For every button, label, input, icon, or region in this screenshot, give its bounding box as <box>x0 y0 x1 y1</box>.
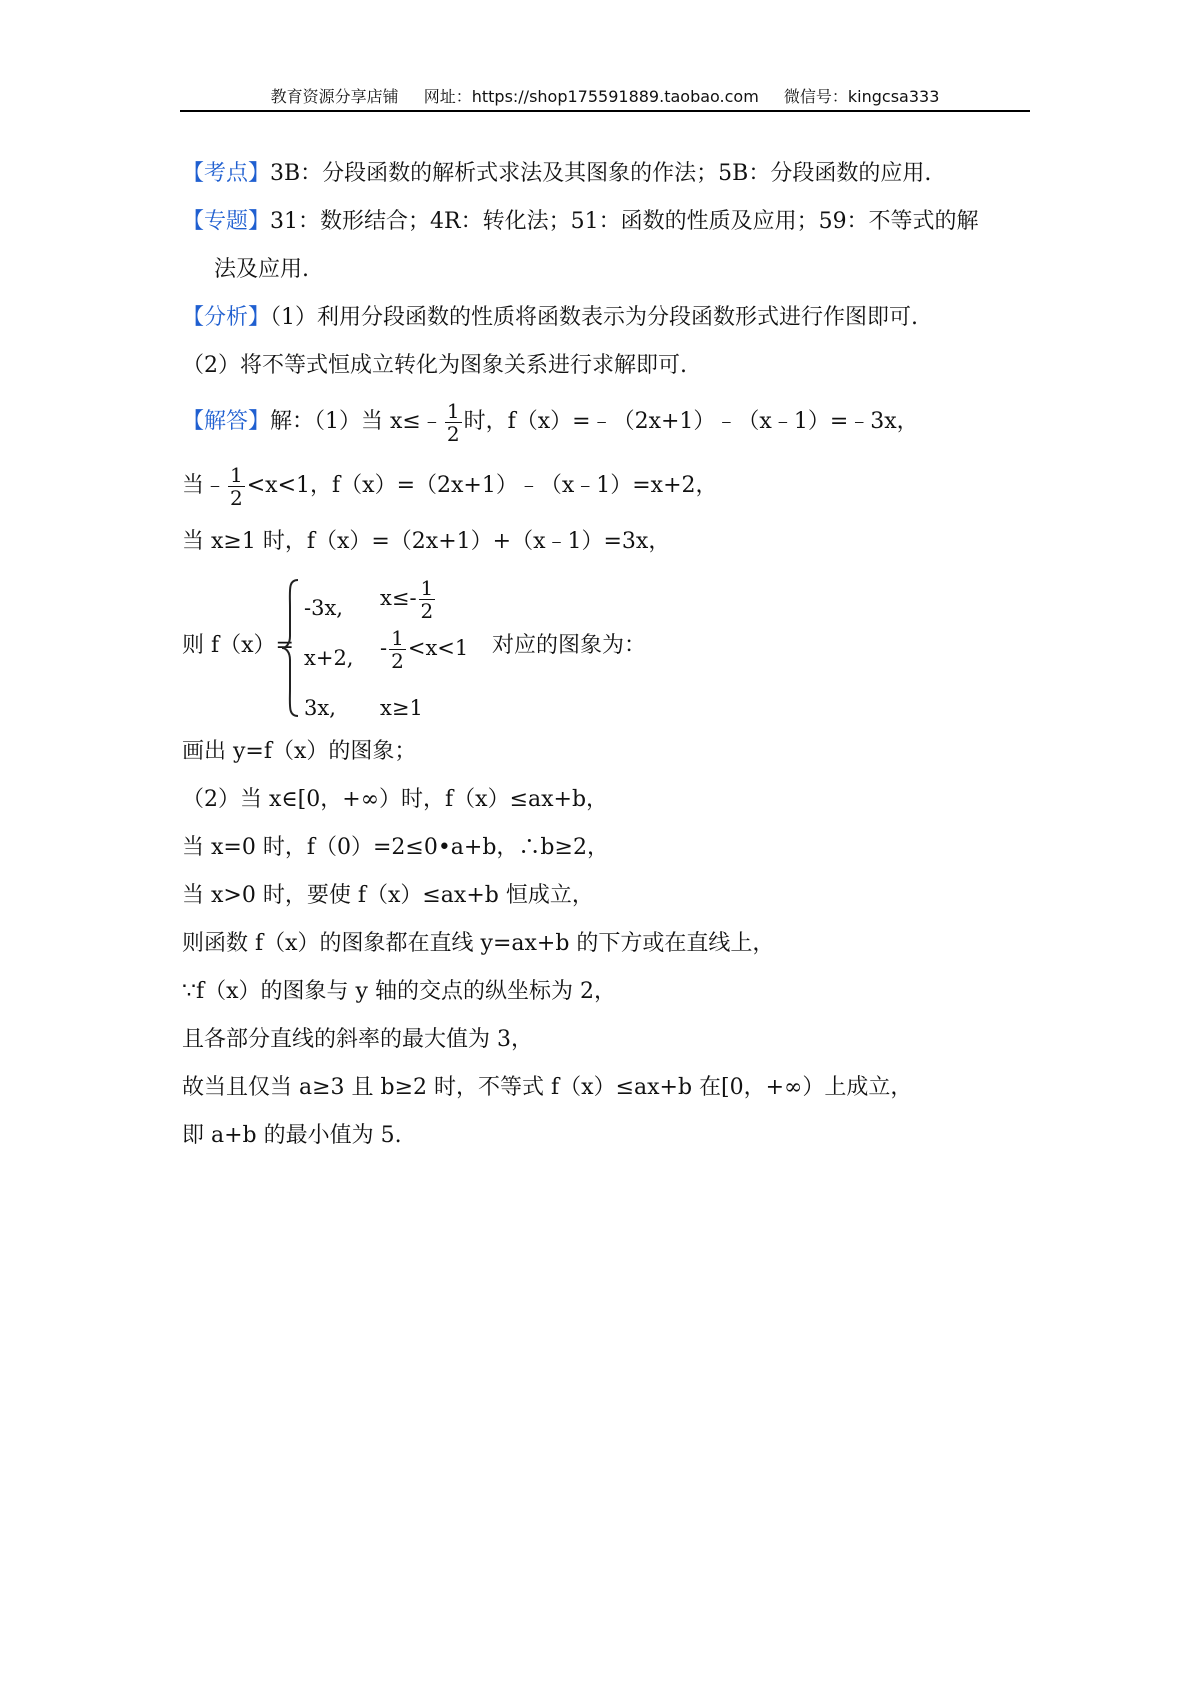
header-rule <box>180 110 1030 112</box>
kaodian-text: 3B：分段函数的解析式求法及其图象的作法；5B：分段函数的应用. <box>270 161 932 186</box>
zhuanti-text-2: 法及应用. <box>214 257 309 282</box>
kaodian-line <box>182 150 1032 198</box>
jieda-text-b: 时，f（x）=﹣（2x+1）﹣（x﹣1）=﹣3x， <box>463 409 919 434</box>
iff-line: 故当且仅当 a≥3 且 b≥2 时，不等式 f（x）≤ax+b 在[0，+∞）上成立， <box>182 1075 913 1100</box>
piecewise-prefix: 则 f（x）= <box>182 633 294 658</box>
fenxi-line <box>182 294 1032 342</box>
solution-body <box>182 150 1032 1160</box>
jieda-text-a: 解：（1）当 x≤﹣ <box>270 409 443 434</box>
fenxi-text-2: （2）将不等式恒成立转化为图象关系进行求解即可. <box>182 353 687 378</box>
fraction-half: $\frac{1}{2}$ <box>230 462 243 510</box>
case-expr-1: -3x, <box>304 596 343 620</box>
part2-line: （2）当 x∈[0，+∞）时，f（x）≤ax+b， <box>182 787 609 812</box>
shop-name: 教育资源分享店铺 <box>270 87 399 106</box>
draw-line: 画出 y=f（x）的图象； <box>182 739 417 764</box>
fenxi-text: （1）利用分段函数的性质将函数表示为分段函数形式进行作图即可. <box>270 305 919 330</box>
zhuanti-line-2 <box>182 246 1032 294</box>
case3-line <box>182 518 1032 566</box>
shop-url: 网址：https://shop175591889.taobao.com <box>423 87 759 106</box>
slope-line: 且各部分直线的斜率的最大值为 3， <box>182 1027 533 1052</box>
case2-text-a: 当﹣ <box>182 473 227 498</box>
intercept-line: ∵f（x）的图象与 y 轴的交点的纵坐标为 2， <box>182 979 616 1004</box>
case2-line <box>182 454 1032 518</box>
jieda-line <box>182 390 1032 454</box>
case3-text: 当 x≥1 时，f（x）=（2x+1）+（x﹣1）=3x， <box>182 529 671 554</box>
zhuanti-tag: 【专题】 <box>182 209 271 234</box>
min-line: 即 a+b 的最小值为 5. <box>182 1123 402 1148</box>
case-cond-2: - $\frac{1}{2}$ <x<1 <box>380 626 469 673</box>
case2-text-b: <x<1，f（x）=（2x+1）﹣（x﹣1）=x+2， <box>246 473 718 498</box>
case-cond-3: x≥1 <box>380 696 423 720</box>
kaodian-tag: 【考点】 <box>182 161 271 186</box>
page-header <box>180 84 1030 107</box>
case-cond-1: x≤- $\frac{1}{2}$ <box>380 576 434 623</box>
zhuanti-line <box>182 198 1032 246</box>
fraction-half: $\frac{1}{2}$ <box>391 626 404 673</box>
fraction-half: $\frac{1}{2}$ <box>446 398 460 446</box>
jieda-tag: 【解答】 <box>182 409 271 434</box>
piecewise-definition <box>182 572 1032 722</box>
piecewise-suffix: 对应的图象为： <box>492 633 647 658</box>
fenxi-tag: 【分析】 <box>182 305 271 330</box>
wechat-id: 微信号：kingcsa333 <box>783 87 940 106</box>
zhuanti-text: 31：数形结合；4R：转化法；51：函数的性质及应用；59：不等式的解 <box>270 209 979 234</box>
left-brace-icon <box>280 578 300 718</box>
case-expr-3: 3x, <box>304 696 336 720</box>
fraction-half: $\frac{1}{2}$ <box>420 576 434 623</box>
case-expr-2: x+2, <box>304 646 354 670</box>
fenxi-line-2 <box>182 342 1032 390</box>
x0-line: 当 x=0 时，f（0）=2≤0•a+b，∴b≥2， <box>182 835 609 860</box>
xpos-line: 当 x>0 时，要使 f（x）≤ax+b 恒成立， <box>182 883 594 908</box>
below-line: 则函数 f（x）的图象都在直线 y=ax+b 的下方或在直线上， <box>182 931 775 956</box>
